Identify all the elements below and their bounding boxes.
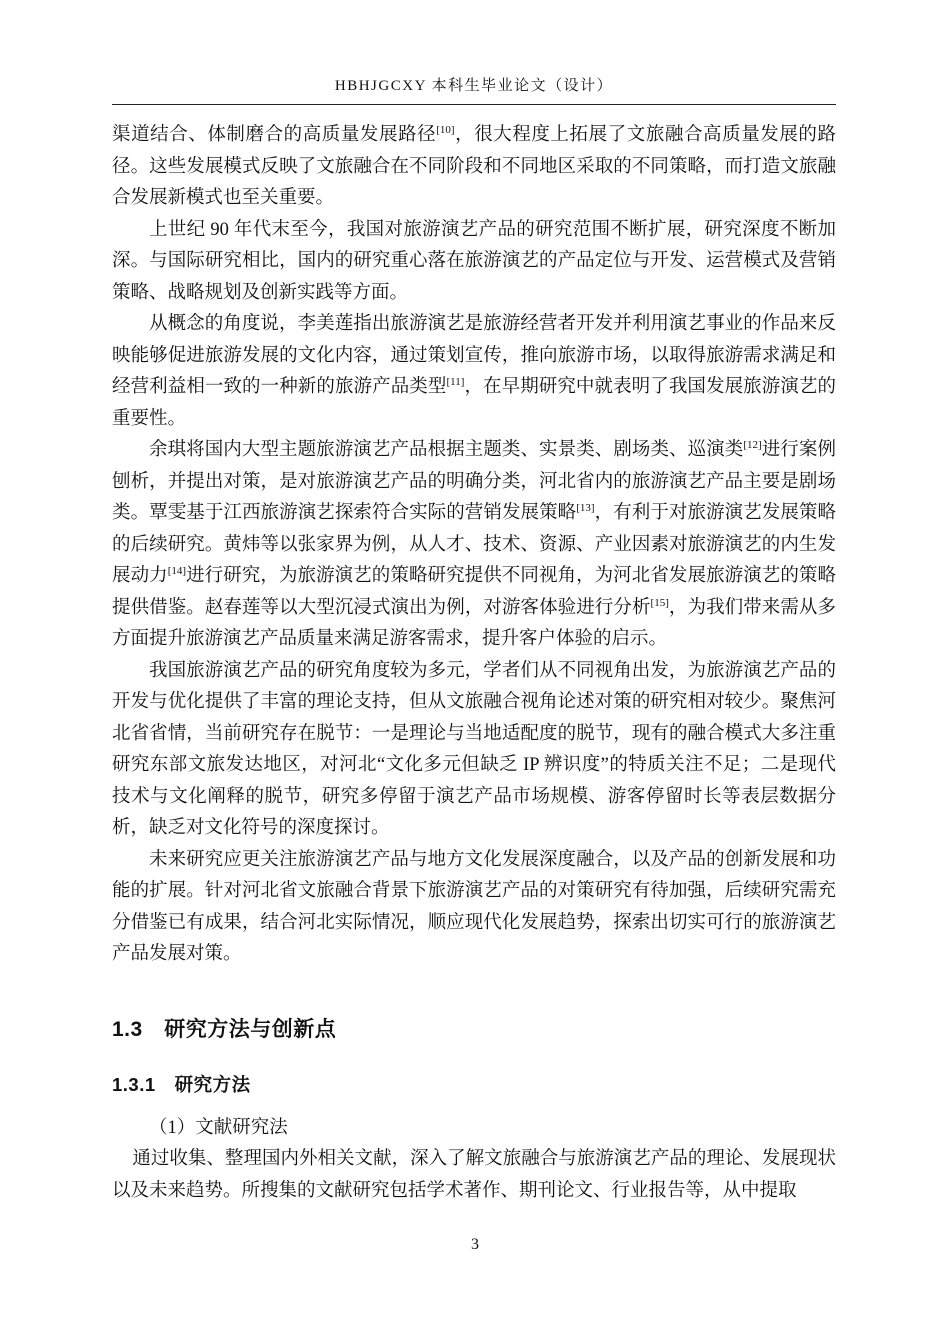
paragraph-scholars-studies xyxy=(112,435,836,656)
text-run: 我国旅游演艺产品的研究角度较为多元，学者们从不同视角出发，为旅游演艺产品的开发与优化提供了丰富的理论支持，但从文旅融合视角论述对策的研究相对较少。聚焦河北省省情，当前研究存在脱节：一是理论与当地适配度的脱节，现有的融合模式大多注重研究东部文旅发达地区，对河北“文化多元但缺乏 IP 辨识度”的特质关注不足；二是现代技术与文化阐释的脱节，研究多停留于演艺产品市场规模、游客停留时长等表层数据分析，缺乏对文化符号的深度探讨。 xyxy=(112,660,836,838)
text-run: 进行案例刨析，并提出对策，是对旅游演艺产品的明确分类，河北省内的旅游演艺产品主要是剧场类。覃雯基于江西旅游演艺探索符合实际的营销发展策略 xyxy=(112,440,836,523)
paragraph-literature-method xyxy=(112,1144,836,1207)
page-header: HBHJGCXY 本科生毕业论文（设计） xyxy=(112,74,836,105)
citation-marker: [12] xyxy=(743,438,762,451)
text-run: 上世纪 90 年代末至今，我国对旅游演艺产品的研究范围不断扩展，研究深度不断加深。与国际研究相比，国内的研究重心落在旅游演艺的产品定位与开发、运营模式及营销策略、战略规划及创新实践等方面。 xyxy=(112,219,836,303)
text-run: 未来研究应更关注旅游演艺产品与地方文化发展深度融合，以及产品的创新发展和功能的扩展。针对河北省文旅融合背景下旅游演艺产品的对策研究有待加强，后续研究需充分借鉴已有成果，结合河北实际情况，顺应现代化发展趋势，探索出切实可行的旅游演艺产品发展对策。 xyxy=(112,849,836,964)
paragraph-concept-definition xyxy=(112,309,836,435)
document-content xyxy=(112,120,836,1207)
text-run: （1）文献研究法 xyxy=(149,1117,288,1138)
text-run: ，在早期研究中就表明了我国发展旅游演艺的重要性。 xyxy=(112,377,836,429)
text-run: ，为我们带来需从多方面提升旅游演艺产品质量来满足游客需求，提升客户体验的启示。 xyxy=(112,597,836,649)
text-run: ，有利于对旅游演艺发展策略的后续研究。黄炜等以张家界为例，从人才、技术、资源、产业因素对旅游演艺的内生发展动力 xyxy=(112,503,836,586)
citation-marker: [11] xyxy=(446,375,465,388)
text-run: 进行研究，为旅游演艺的策略研究提供不同视角，为河北省发展旅游演艺的策略提供借鉴。赵春莲等以大型沉浸式演出为例，对游客体验进行分析 xyxy=(112,566,836,618)
text-run: 渠道结合、体制磨合的高质量发展路径 xyxy=(112,125,437,145)
text-run: ，很大程度上拓展了文旅融合高质量发展的路径。这些发展模式反映了文旅融合在不同阶段和不同地区采取的不同策略，而打造文旅融合发展新模式也至关重要。 xyxy=(112,125,836,208)
citation-marker: [10] xyxy=(436,123,455,136)
page-number: 3 xyxy=(471,1236,479,1253)
citation-marker: [15] xyxy=(650,596,669,609)
paragraph-research-scope xyxy=(112,215,836,310)
paragraph-future-research xyxy=(112,845,836,971)
citation-marker: [13] xyxy=(576,501,595,514)
text-run: 从概念的角度说，李美莲指出旅游演艺是旅游经营者开发并利用演艺事业的作品来反映能够促进旅游发展的文化内容，通过策划宣传，推向旅游市场，以取得旅游需求满足和经营利益相一致的一种新的旅游产品类型 xyxy=(112,314,836,397)
text-run: 通过收集、整理国内外相关文献，深入了解文旅融合与旅游演艺产品的理论、发展现状以及未来趋势。所搜集的文献研究包括学术著作、期刊论文、行业报告等，从中提取 xyxy=(112,1149,836,1201)
citation-marker: [14] xyxy=(167,564,187,577)
text-run: 余琪将国内大型主题旅游演艺产品根据主题类、实景类、剧场类、巡演类 xyxy=(149,440,744,460)
section-heading-1-3: 1.3 研究方法与创新点 xyxy=(112,1017,337,1041)
paragraph-research-gaps xyxy=(112,656,836,845)
subsection-heading-1-3-1: 1.3.1 研究方法 xyxy=(112,1073,251,1095)
paragraph-development-models xyxy=(112,120,836,215)
paragraph-method-label xyxy=(112,1113,836,1145)
